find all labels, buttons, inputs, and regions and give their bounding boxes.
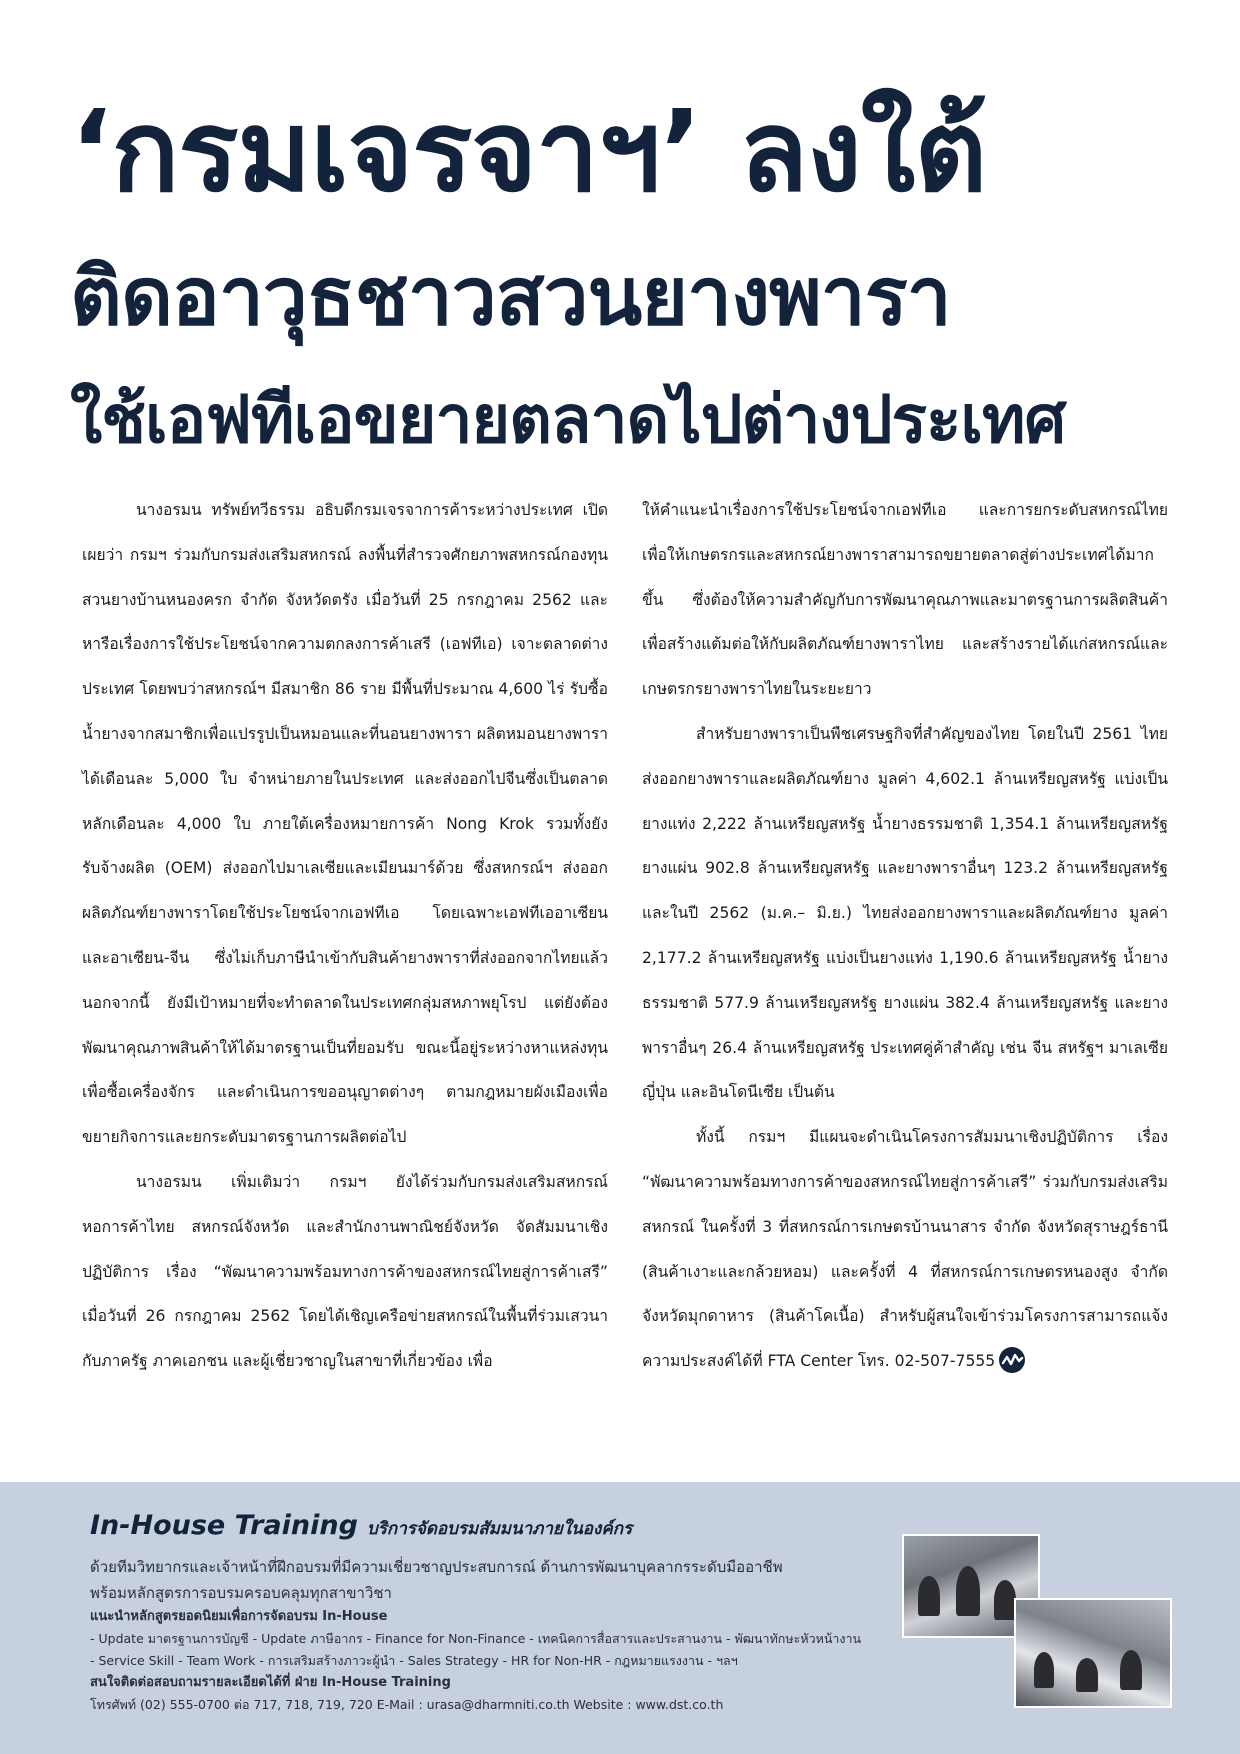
footer-courses-line-1: - Update มาตรฐานการบัญชี - Update ภาษีอากร - Finance for Non-Finance - เทคนิคการสื่อสารและประสานงาน - พัฒนาทักษะหัวหน้างาน (90, 1631, 862, 1646)
article-paragraph: นางอรมน ทรัพย์ทวีธรรม อธิบดีกรมเจรจาการค้าระหว่างประเทศ เปิดเผยว่า กรมฯ ร่วมกับกรมส่งเสริมสหกรณ์ ลงพื้นที่สำรวจศักยภาพสหกรณ์กองทุนสวนยางบ้านหนองครก จำกัด จังหวัดตรัง เมื่อวันที่ 25 กรกฎาคม 2562 และหารือเรื่องการใช้ประโยชน์จากความตกลงการค้าเสรี (เอฟทีเอ) เจาะตลาดต่างประเทศ โดยพบว่าสหกรณ์ฯ มีสมาชิก 86 ราย มีพื้นที่ประมาณ 4,600 ไร่ รับซื้อน้ำยางจากสมาชิกเพื่อแปรรูปเป็นหมอนและที่นอนยางพารา ผลิตหมอนยางพาราได้เดือนละ 5,000 ใบ จำหน่ายภายในประเทศ และส่งออกไปจีนซึ่งเป็นตลาดหลักเดือนละ 4,000 ใบ ภายใต้เครื่องหมายการค้า Nong Krok รวมทั้งยังรับจ้างผลิต (OEM) ส่งออกไปมาเลเซียและเมียนมาร์ด้วย ซึ่งสหกรณ์ฯ ส่งออกผลิตภัณฑ์ยางพาราโดยใช้ประโยชน์จากเอฟทีเอ โดยเฉพาะเอฟทีเออาเซียน และอาเซียน-จีน ซึ่งไม่เก็บภาษีนำเข้ากับสินค้ายางพาราที่ส่งออกจากไทยแล้ว นอกจากนี้ ยังมีเป้าหมายที่จะทำตลาดในประเทศกลุ่มสหภาพยุโรป แต่ยังต้องพัฒนาคุณภาพสินค้าให้ได้มาตรฐานเป็นที่ยอมรับ ขณะนี้อยู่ระหว่างหาแหล่งทุนเพื่อซื้อเครื่องจักร และดำเนินการขออนุญาตต่างๆ ตามกฎหมายผังเมืองเพื่อขยายกิจการและยกระดับมาตรฐานการผลิตต่อไป (82, 501, 608, 1147)
article-paragraph: ให้คำแนะนำเรื่องการใช้ประโยชน์จากเอฟทีเอ และการยกระดับสหกรณ์ไทย เพื่อให้เกษตรกรและสหกรณ์ยางพาราสามารถขยายตลาดสู่ต่างประเทศได้มากขึ้น ซึ่งต้องให้ความสำคัญกับการพัฒนาคุณภาพและมาตรฐานการผลิตสินค้า เพื่อสร้างแต้มต่อให้กับผลิตภัณฑ์ยางพาราไทย และสร้างรายได้แก่สหกรณ์และเกษตรกรยางพาราไทยในระยะยาว (642, 501, 1168, 699)
footer-brand: In-House Training (90, 1510, 358, 1541)
article-paragraph-text: ทั้งนี้ กรมฯ มีแผนจะดำเนินโครงการสัมมนาเชิงปฏิบัติการ เรื่อง “พัฒนาความพร้อมทางการค้าของสหกรณ์ไทยสู่การค้าเสรี” ร่วมกับกรมส่งเสริมสหกรณ์ ในครั้งที่ 3 ที่สหกรณ์การเกษตรบ้านนาสาร จำกัด จังหวัดสุราษฎร์ธานี (สินค้าเงาะและกล้วยหอม) และครั้งที่ 4 ที่สหกรณ์การเกษตรหนองสูง จำกัด จังหวัดมุกดาหาร (สินค้าโคเนื้อ) สำหรับผู้สนใจเข้าร่วมโครงการสามารถแจ้งความประสงค์ได้ที่ FTA Center โทร. 02-507-7555 (642, 1128, 1168, 1371)
headline-line-3: ใช้เอฟทีเอขยายตลาดไปต่างประเทศ (70, 381, 1066, 458)
article-body (82, 488, 1168, 1448)
footer-line-1: ด้วยทีมวิทยากรและเจ้าหน้าที่ฝึกอบรมที่มีความเชี่ยวชาญประสบการณ์ ด้านการพัฒนาบุคลากรระดับมืออาชีพ (90, 1558, 783, 1576)
article-left-column (82, 488, 608, 1448)
photo-figure (1120, 1650, 1142, 1690)
photo-figure (1076, 1658, 1098, 1692)
headline-line-2: ติดอาวุธชาวสวนยางพารา (70, 250, 951, 343)
footer-courses-line-2: - Service Skill - Team Work - การเสริมสร้างภาวะผู้นำ - Sales Strategy - HR for Non-HR - กฎหมายแรงงาน - ฯลฯ (90, 1653, 738, 1668)
footer-title (90, 1510, 632, 1542)
article-paragraph-last (642, 1115, 1168, 1384)
photo-figure (918, 1576, 940, 1616)
footer-contact-heading: สนใจติดต่อสอบถามรายละเอียดได้ที่ ฝ่าย In-House Training (90, 1675, 451, 1690)
footer-body (90, 1554, 910, 1716)
footer-courses-heading: แนะนำหลักสูตรยอดนิยมเพื่อการจัดอบรม In-House (90, 1609, 388, 1624)
footer-line-2: พร้อมหลักสูตรการอบรมครอบคลุมทุกสาขาวิชา (90, 1584, 392, 1602)
article-paragraph: นางอรมน เพิ่มเติมว่า กรมฯ ยังได้ร่วมกับกรมส่งเสริมสหกรณ์ หอการค้าไทย สหกรณ์จังหวัด และสำนักงานพาณิชย์จังหวัด จัดสัมมนาเชิงปฏิบัติการ เรื่อง “พัฒนาความพร้อมทางการค้าของสหกรณ์ไทยสู่การค้าเสรี” เมื่อวันที่ 26 กรกฎาคม 2562 โดยได้เชิญเครือข่ายสหกรณ์ในพื้นที่ร่วมเสวนากับภาครัฐ ภาคเอกชน และผู้เชี่ยวชาญในสาขาที่เกี่ยวข้อง เพื่อ (82, 1172, 608, 1371)
photo-figure (956, 1566, 980, 1616)
photo-figure (1034, 1652, 1054, 1688)
wave-logo-icon (999, 1347, 1025, 1373)
headline (70, 82, 1170, 468)
footer-ad-banner (0, 1482, 1240, 1754)
footer-contact-line: โทรศัพท์ (02) 555-0700 ต่อ 717, 718, 719, 720 E-Mail : urasa@dharmniti.co.th Website : www.dst.co.th (90, 1697, 724, 1712)
training-photo-2 (1014, 1598, 1172, 1708)
photo-figure (994, 1580, 1016, 1620)
article-paragraph: สำหรับยางพาราเป็นพืชเศรษฐกิจที่สำคัญของไทย โดยในปี 2561 ไทยส่งออกยางพาราและผลิตภัณฑ์ยาง มูลค่า 4,602.1 ล้านเหรียญสหรัฐ แบ่งเป็นยางแท่ง 2,222 ล้านเหรียญสหรัฐ น้ำยางธรรมชาติ 1,354.1 ล้านเหรียญสหรัฐ ยางแผ่น 902.8 ล้านเหรียญสหรัฐ และยางพาราอื่นๆ 123.2 ล้านเหรียญสหรัฐ และในปี 2562 (ม.ค.– มิ.ย.) ไทยส่งออกยางพาราและผลิตภัณฑ์ยาง มูลค่า 2,177.2 ล้านเหรียญสหรัฐ แบ่งเป็นยางแท่ง 1,190.6 ล้านเหรียญสหรัฐ น้ำยางธรรมชาติ 577.9 ล้านเหรียญสหรัฐ ยางแผ่น 382.4 ล้านเหรียญสหรัฐ และยางพาราอื่นๆ 26.4 ล้านเหรียญสหรัฐ ประเทศคู่ค้าสำคัญ เช่น จีน สหรัฐฯ มาเลเซีย ญี่ปุ่น และอินโดนีเซีย เป็นต้น (642, 724, 1168, 1102)
article-right-column (642, 488, 1168, 1448)
headline-line-1: ‘กรมเจรจาฯ’ ลงใต้ (70, 87, 987, 217)
footer-brand-subtitle: บริการจัดอบรมสัมมนาภายในองค์กร (366, 1519, 633, 1539)
